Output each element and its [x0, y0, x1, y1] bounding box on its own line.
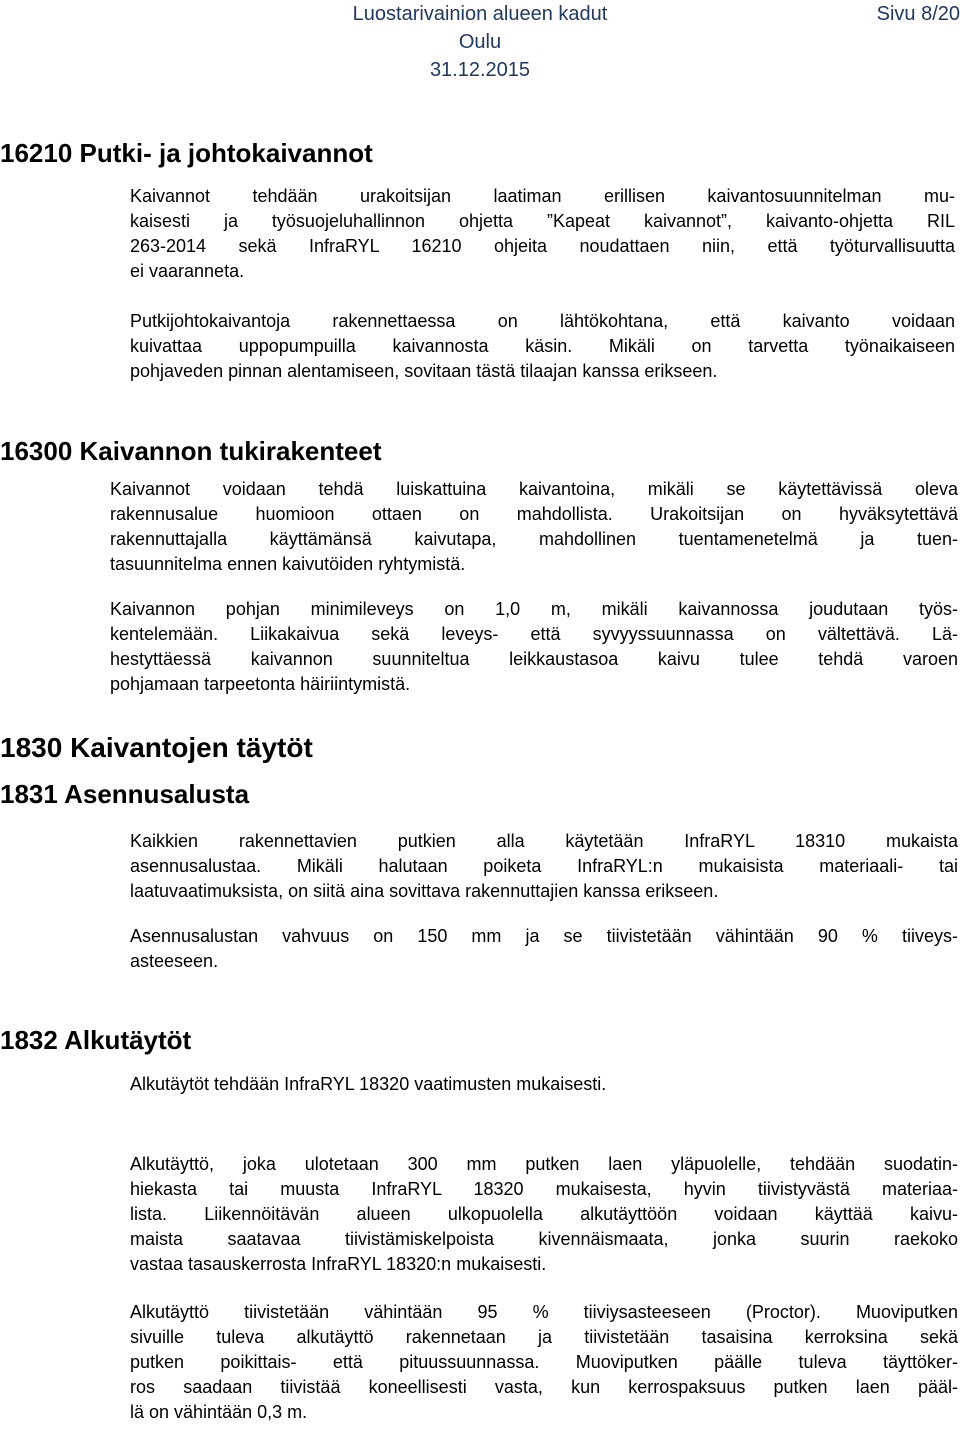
section-heading-1831: 1831 Asennusalusta: [0, 779, 250, 809]
text-line: asennusalustaa. Mikäli halutaan poiketa InfraRYL:n mukaisista materiaali- tai: [130, 856, 958, 876]
section-heading-1830: 1830 Kaivantojen täytöt: [0, 732, 313, 763]
text-line: pohjaveden pinnan alentamiseen, sovitaan tästä tilaajan kanssa erikseen.: [130, 361, 718, 381]
text-line: kuivattaa uppopumpuilla kaivannosta käsin. Mikäli on tarvetta työnaikaiseen: [130, 336, 955, 356]
text-line: laatuvaatimuksista, on siitä aina sovittava rakennuttajien kanssa erikseen.: [130, 881, 719, 901]
text-line: hestyttäessä kaivannon suunniteltua leikkaustasoa kaivu tulee tehdä varoen: [110, 649, 958, 669]
text-line: Putkijohtokaivantoja rakennettaessa on lähtökohtana, että kaivanto voidaan: [130, 311, 955, 331]
header-date: 31.12.2015: [429, 59, 531, 81]
header-document-title: Luostarivainion alueen kadut: [352, 3, 608, 25]
text-line: kaisesti ja työsuojeluhallinnon ohjetta ”Kapeat kaivannot”, kaivanto-ohjetta RIL: [130, 211, 955, 231]
text-line: lista. Liikennöitävän alueen ulkopuolella alkutäyttöön voidaan käyttää kaivu-: [130, 1204, 958, 1224]
text-line: Kaivannot tehdään urakoitsijan laatiman erillisen kaivantosuunnitelman mu-: [130, 186, 955, 206]
paragraph-1832-2: [130, 1152, 958, 1277]
paragraph-1831-2: [130, 924, 958, 974]
header-page-number: Sivu 8/20: [876, 3, 960, 25]
text-line: Kaikkien rakennettavien putkien alla käytetään InfraRYL 18310 mukaista: [130, 831, 958, 851]
text-line: ei vaaranneta.: [130, 261, 245, 281]
header-city: Oulu: [458, 31, 502, 53]
text-line: 263-2014 sekä InfraRYL 16210 ohjeita noudattaen niin, että työturvallisuutta: [130, 236, 955, 256]
text-line: Asennusalustan vahvuus on 150 mm ja se tiivistetään vähintään 90 % tiiveys-: [130, 926, 958, 946]
text-line: maista saatavaa tiivistämiskelpoista kivennäismaata, jonka suurin raekoko: [130, 1229, 958, 1249]
paragraph-1831-1: [130, 829, 958, 904]
text-line: ros saadaan tiivistää koneellisesti vasta, kun kerrospaksuus putken laen pääl-: [130, 1377, 958, 1397]
text-line: kentelemään. Liikakaivua sekä leveys- että syvyyssuunnassa on vältettävä. Lä-: [110, 624, 958, 644]
text-line: pohjamaan tarpeetonta häiriintymistä.: [110, 674, 411, 694]
text-line: Alkutäyttö tiivistetään vähintään 95 % tiiviysasteeseen (Proctor). Muoviputken: [130, 1302, 958, 1322]
paragraph-1832-3: [130, 1300, 958, 1425]
text-line: putken poikittais- että pituussuunnassa. Muoviputken päälle tuleva täyttöker-: [130, 1352, 958, 1372]
text-line: Kaivannon pohjan minimileveys on 1,0 m, mikäli kaivannossa joudutaan työs-: [110, 599, 958, 619]
text-line: hiekasta tai muusta InfraRYL 18320 mukaisesta, hyvin tiivistyvästä materiaa-: [130, 1179, 958, 1199]
section-heading-16300: 16300 Kaivannon tukirakenteet: [0, 436, 382, 466]
paragraph-16300-1: [110, 477, 958, 577]
text-line: Alkutäyttö, joka ulotetaan 300 mm putken laen yläpuolelle, tehdään suodatin-: [130, 1154, 958, 1174]
text-line: Kaivannot voidaan tehdä luiskattuina kaivantoina, mikäli se käytettävissä oleva: [110, 479, 958, 499]
text-line: rakennusalue huomioon ottaen on mahdollista. Urakoitsijan on hyväksytettävä: [110, 504, 958, 524]
text-line: vastaa tasauskerrosta InfraRYL 18320:n mukaisesti.: [130, 1254, 547, 1274]
paragraph-16210-1: [130, 184, 955, 284]
section-heading-16210: 16210 Putki- ja johtokaivannot: [0, 138, 373, 168]
paragraph-1832-1: [130, 1072, 958, 1097]
section-heading-1832: 1832 Alkutäytöt: [0, 1025, 192, 1055]
page-header: [0, 0, 960, 86]
text-line: Alkutäytöt tehdään InfraRYL 18320 vaatimusten mukaisesti.: [130, 1074, 607, 1094]
paragraph-16210-2: [130, 309, 955, 384]
text-line: lä on vähintään 0,3 m.: [130, 1402, 308, 1422]
text-line: asteeseen.: [130, 951, 219, 971]
text-line: sivuille tuleva alkutäyttö rakennetaan ja tiivistetään tasaisina kerroksina sekä: [130, 1327, 958, 1347]
text-line: tasuunnitelma ennen kaivutöiden ryhtymistä.: [110, 554, 466, 574]
paragraph-16300-2: [110, 597, 958, 697]
text-line: rakennuttajalla käyttämänsä kaivutapa, mahdollinen tuentamenetelmä ja tuen-: [110, 529, 958, 549]
